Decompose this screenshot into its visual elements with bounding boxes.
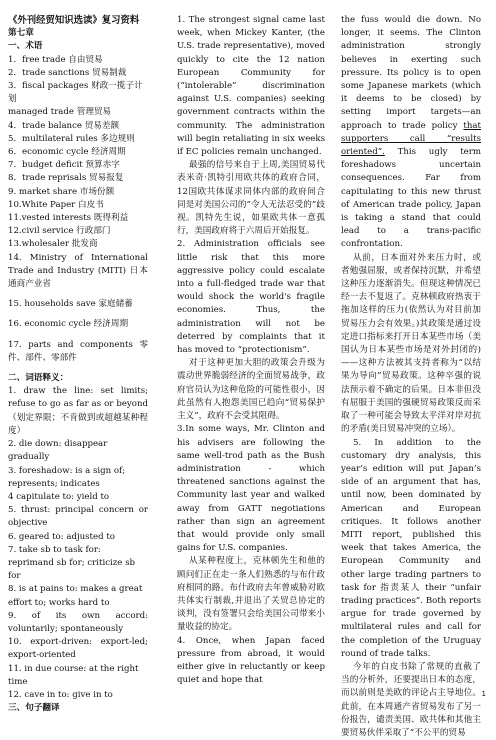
column-left <box>8 14 148 715</box>
definition-item: 2. die down: disappear gradually <box>8 439 108 463</box>
term-item: 7．budget deficit 预算赤字 <box>8 160 120 171</box>
term-item: 14. Ministry of International Trade and Industry (MITI) 日本通商产业省 <box>8 252 148 290</box>
document-title: 《外刊经贸知识选读》复习资料 <box>8 15 140 26</box>
term-item: 9. market share 市场份额 <box>8 186 115 197</box>
definition-item: 1. draw the line: set limits; refuse to go as far as or beyond （划定界限；不肯做到或超越某种程度） <box>8 386 148 436</box>
sentence-3-english: 3.In some ways, Mr. Clinton and his advisers are following the same well-trod path as the Bush administration - which threatened sanctions against the Community last year and walked away from GATT negotiations rather than sign an agreement that would provide only small gains for U.S. companies. <box>177 424 325 554</box>
term-item: 1．free trade 自由贸易 <box>8 54 103 65</box>
sentence-2-english: 2. Administration officials see little risk that this more aggressive policy could escalate into a full-fledged trade war that would shock the world's fragile economies. Thus, the administration will not be deterred by complaints that it has moved to “protectionism”. <box>177 239 325 356</box>
definition-item: 9. of its own accord: voluntarily; spontaneously <box>8 610 148 634</box>
sentence-3-chinese: 从某种程度上，克林顿先生和他的顾问们正在走一条人们熟悉的与布什政府相同的路。布什政府去年曾威胁对欧共体实行制裁,并退出了关贸总协定的谈判，没有签署只会给美国公司带来小量收益的协定。 <box>177 556 325 633</box>
term-item: 8．trade reprisals 贸易报复 <box>8 173 124 184</box>
term-item: 5．multilateral rules 多边规则 <box>8 133 135 144</box>
definition-item: 5. thrust: principal concern or objective <box>8 505 148 529</box>
term-item: 6．economic cycle 经济周期 <box>8 147 126 158</box>
term-item: 12.civil service 行政部门 <box>8 226 111 237</box>
term-item: 15. households save 家庭储蓄 <box>8 299 133 310</box>
term-item: 11.vested interests 既得利益 <box>8 213 129 224</box>
definition-item: 3. foreshadow: is a sign of; represents; indicates <box>8 465 126 489</box>
sentence-4-english-continued <box>341 14 481 252</box>
sentence-4-text: the fuss would die down. No longer, it seems. The Clinton administration strongly believes in exerting such pressure. Its policy is to open some Japanese markets (which it deems to be closed) by setting import targets—an approach to trade policy <box>341 15 481 131</box>
term-item: 10.White Paper 白皮书 <box>8 199 104 210</box>
underlined-phrase: that supporters call “results oriented”. <box>341 120 481 158</box>
terms-list <box>8 54 148 365</box>
definition-item: 10. export-driven: export-led; export-oriented <box>8 637 148 661</box>
term-item: 3．fiscal packages 财政一揽子计划 <box>8 81 143 105</box>
page-number: 1 <box>481 690 486 698</box>
sentence-4-text-rest: This ugly term foreshadows uncertain consequences. Far from capitulating to this new thrust of American trade policy, Japan is taking a stand that could lead to a trans-pacific confrontation. <box>341 147 482 250</box>
sentence-5-chinese: 今年的白皮书除了常规的直截了当的分析外，还要提出日本的态度，而以前则是美欧的评论占主导地位。此前，在本周通产省贸易发布了另一份报告，谴责美国、欧共体和其他主要贸易伙伴采取了“不公平的贸易 <box>341 661 481 738</box>
section-heading-terms: 一、术语 <box>8 41 43 52</box>
term-item: managed trade 管理贸易 <box>8 107 112 118</box>
term-item: 13.wholesaler 批发商 <box>8 239 98 250</box>
term-item: 17. parts and components 零件、部件、零部件 <box>8 339 148 363</box>
definition-item: 11. in due course: at the right time <box>8 663 139 687</box>
sentence-2-chinese: 对于这种更加大胆的政策会升级为震动世界脆弱经济的全面贸易战争，政府官员认为这种危险的可能性很小，因此虽然有人抱怨美国已趋向“贸易保护主义”，政府不会受其阻碍。 <box>177 358 325 422</box>
section-heading-translation: 三、句子翻译 <box>8 703 60 714</box>
sentence-1-english: 1. The strongest signal came last week, when Mickey Kanter, (the U.S. trade representative), moved quickly to cite the 12 nation European Community for (“intolerable” discrimination against U.S. companies) seeking government contracts within the community. The administration will begin retaliating in six weeks if EC policies remain unchanged. <box>177 15 325 158</box>
definition-item: 4 capitulate to: yield to <box>8 491 110 502</box>
sentence-4-chinese: 从前，日本面对外来压力时，或者勉强屈服，或者保持沉默，并希望这种压力逐渐消失。但现这种情况已经一去不复返了。克林顿政府热衷于拖加这样的压力(依然认为对目前加贸易压力会有效果。)其政策是通过设定进口指标来打开日本某些市场（美国认为日本某些市场是对外封闭的)——这种方法被其支持者称为“以结果为导向”贸易政策。这种卒强的说法预示着不确定的后果。日本非但没有屈服于美国的强硬贸易政策反而采取了一种可能会导致太平洋对岸对抗的矛盾(美日贸易冲突的立场）。 <box>341 252 481 435</box>
definition-item: 8. is at pains to: makes a great effort to; works hard to <box>8 584 143 608</box>
definition-item: 7. take sb to task for: reprimand sb for; criticize sb for <box>8 544 136 582</box>
column-right <box>341 14 481 740</box>
sentence-4-english: 4. Once, when Japan faced pressure from abroad, it would either give in reluctantly or keep quiet and hope that <box>177 635 325 686</box>
sentence-1-chinese: 最强的信号来自于上周,美国贸易代表米奇·凯特引用欧共体的政府合同，12国欧共体谋求同体内部的政府间合同是对美国公司的“令人无法忍受的”歧视。凯特先生说，如果欧共体一意孤行，美国政府将于六周后开始报复。 <box>177 160 325 237</box>
term-item: 16. economic cycle 经济周期 <box>8 319 129 330</box>
chapter-heading: 第七章 <box>8 28 34 39</box>
definition-item: 12. cave in to: give in to <box>8 689 113 700</box>
sentence-5-english: 5. In addition to the customary dry analysis, this year’s edition will put Japan’s side of an argument that has, until now, been dominated by American and European critiques. It follows another MITI report, published this week that takes America, the European Community and other large trading partners to task for 指责某人 their “unfair trading practices”. Both reports argue for trade governed by multilateral rules and call for the completion of the Uruguay round of trade talks. <box>341 437 481 659</box>
section-heading-definitions: 二、词语释义： <box>8 373 69 384</box>
definitions-list <box>8 385 148 702</box>
term-item: 4．trade balance 贸易差额 <box>8 120 120 131</box>
term-item: 2．trade sanctions 贸易制裁 <box>8 67 127 78</box>
definition-item: 6. geared to: adjusted to <box>8 531 115 542</box>
column-middle <box>177 14 325 687</box>
